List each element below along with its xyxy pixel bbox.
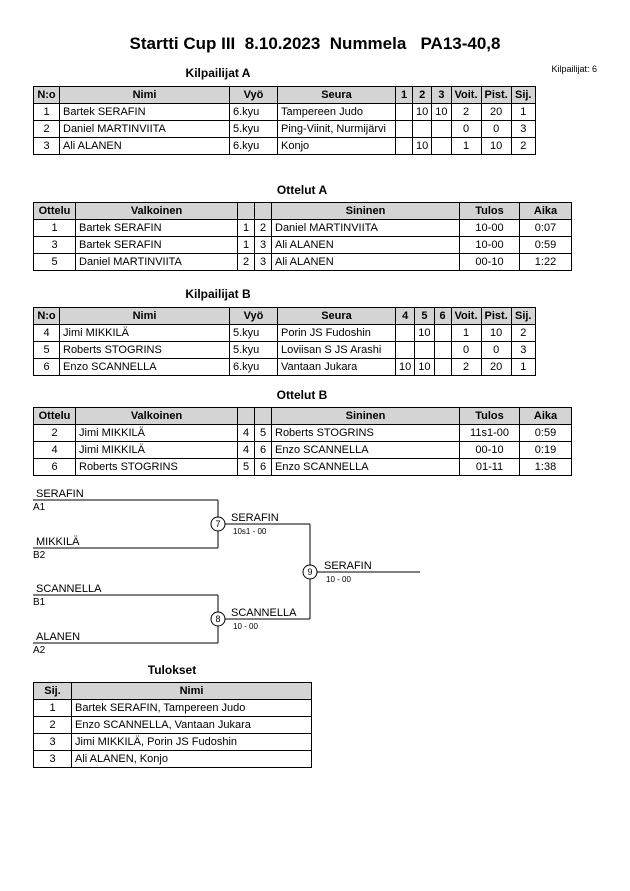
cell-blue: Enzo SCANNELLA	[272, 442, 460, 459]
cell-opp1	[396, 104, 413, 121]
cell-name: Roberts STOGRINS	[60, 342, 230, 359]
col-belt: Vyö	[230, 308, 278, 325]
cell-points: 20	[481, 359, 511, 376]
cell-time: 1:38	[520, 459, 572, 476]
bracket-semi1-top-seed: A1	[33, 502, 46, 513]
cell-club: Vantaan Jukara	[278, 359, 396, 376]
cell-opp3: 10	[432, 104, 451, 121]
cell-match: 6	[34, 459, 76, 476]
cell-belt: 6.kyu	[230, 104, 278, 121]
cell-wins: 2	[451, 359, 481, 376]
cell-blue: Ali ALANEN	[272, 237, 460, 254]
bracket-semi2-bottom-seed: A2	[33, 645, 46, 656]
col-blue-no	[255, 408, 272, 425]
bracket-semi2-bottom-name: ALANEN	[36, 631, 81, 643]
bracket-semi1-winner: SERAFIN	[231, 512, 279, 524]
bracket-semi1-bottom-name: MIKKILÄ	[36, 536, 80, 548]
cell-wins: 0	[451, 121, 481, 138]
results-heading: Tulokset	[147, 663, 197, 677]
cell-belt: 5.kyu	[230, 342, 278, 359]
cell-white: Jimi MIKKILÄ	[76, 442, 238, 459]
cell-no: 6	[34, 359, 60, 376]
cell-club: Konjo	[278, 138, 396, 155]
cell-club: Porin JS Fudoshin	[278, 325, 396, 342]
cell-match: 5	[34, 254, 76, 271]
cell-name: Ali ALANEN, Konjo	[72, 751, 312, 768]
cell-time: 1:22	[520, 254, 572, 271]
cell-result: 10-00	[460, 237, 520, 254]
col-white-no	[238, 203, 255, 220]
bracket-semi2-top-seed: B1	[33, 597, 46, 608]
pool-a-row	[34, 104, 536, 121]
matches-b-heading: Ottelut B	[276, 388, 328, 402]
cell-opp6	[434, 359, 451, 376]
cell-opp2	[413, 121, 432, 138]
bracket-final-winner: SERAFIN	[324, 560, 372, 572]
cell-belt: 6.kyu	[230, 138, 278, 155]
pool-b-header-row	[34, 308, 536, 325]
cell-place: 3	[34, 751, 72, 768]
cell-name: Jimi MIKKILÄ	[60, 325, 230, 342]
results-table	[33, 682, 312, 768]
cell-no: 1	[34, 104, 60, 121]
pool-a-row	[34, 121, 536, 138]
cell-club: Tampereen Judo	[278, 104, 396, 121]
bracket-semi1-score: 10s1 - 00	[233, 527, 267, 536]
col-result: Tulos	[460, 408, 520, 425]
col-points: Pist.	[481, 308, 511, 325]
cell-time: 0:19	[520, 442, 572, 459]
final-bracket	[0, 488, 630, 656]
cell-no: 5	[34, 342, 60, 359]
cell-opp5	[415, 342, 434, 359]
cell-white-no: 5	[238, 459, 255, 476]
col-place: Sij.	[34, 683, 72, 700]
bracket-semi2-top-name: SCANNELLA	[36, 583, 102, 595]
cell-white: Roberts STOGRINS	[76, 459, 238, 476]
matches-a-heading: Ottelut A	[276, 183, 328, 197]
col-time: Aika	[520, 408, 572, 425]
cell-opp5: 10	[415, 325, 434, 342]
cell-opp6	[434, 342, 451, 359]
col-opp3: 3	[432, 87, 451, 104]
col-belt: Vyö	[230, 87, 278, 104]
col-blue: Sininen	[272, 203, 460, 220]
cell-opp2: 10	[413, 104, 432, 121]
cell-blue: Roberts STOGRINS	[272, 425, 460, 442]
cell-belt: 5.kyu	[230, 325, 278, 342]
cell-place: 3	[511, 342, 535, 359]
matches-a-row	[34, 220, 572, 237]
cell-place: 2	[34, 717, 72, 734]
cell-name: Bartek SERAFIN, Tampereen Judo	[72, 700, 312, 717]
cell-opp3	[432, 121, 451, 138]
matches-a-table	[33, 202, 572, 271]
cell-blue-no: 3	[255, 237, 272, 254]
cell-blue: Daniel MARTINVIITA	[272, 220, 460, 237]
pool-b-row	[34, 325, 536, 342]
cell-wins: 0	[451, 342, 481, 359]
cell-place: 3	[511, 121, 535, 138]
cell-name: Enzo SCANNELLA	[60, 359, 230, 376]
cell-place: 1	[34, 700, 72, 717]
bracket-match8-number: 8	[215, 614, 221, 624]
col-opp5: 5	[415, 308, 434, 325]
cell-place: 2	[511, 138, 535, 155]
pool-a-table	[33, 86, 536, 155]
pool-b-table	[33, 307, 536, 376]
bracket-final-score: 10 - 00	[326, 575, 351, 584]
cell-name: Enzo SCANNELLA, Vantaan Jukara	[72, 717, 312, 734]
cell-place: 1	[511, 359, 535, 376]
col-blue: Sininen	[272, 408, 460, 425]
results-row	[34, 734, 312, 751]
pool-b-row	[34, 359, 536, 376]
cell-points: 0	[481, 121, 511, 138]
col-opp4: 4	[396, 308, 415, 325]
cell-opp4: 10	[396, 359, 415, 376]
cell-points: 10	[481, 325, 511, 342]
pool-b-heading: Kilpailijat B	[185, 287, 251, 301]
matches-a-row	[34, 237, 572, 254]
cell-name: Bartek SERAFIN	[60, 104, 230, 121]
cell-club: Ping-Viinit, Nurmijärvi	[278, 121, 396, 138]
col-no: N:o	[34, 87, 60, 104]
cell-name: Daniel MARTINVIITA	[60, 121, 230, 138]
cell-name: Ali ALANEN	[60, 138, 230, 155]
cell-points: 0	[481, 342, 511, 359]
cell-opp5: 10	[415, 359, 434, 376]
matches-b-header-row	[34, 408, 572, 425]
results-row	[34, 751, 312, 768]
results-row	[34, 700, 312, 717]
cell-match: 2	[34, 425, 76, 442]
matches-b-row	[34, 425, 572, 442]
col-white-no	[238, 408, 255, 425]
cell-time: 0:59	[520, 237, 572, 254]
col-club: Seura	[278, 308, 396, 325]
cell-result: 11s1-00	[460, 425, 520, 442]
col-white: Valkoinen	[76, 408, 238, 425]
cell-no: 2	[34, 121, 60, 138]
pool-b-row	[34, 342, 536, 359]
cell-blue: Enzo SCANNELLA	[272, 459, 460, 476]
bracket-match7-number: 7	[215, 519, 221, 529]
cell-opp3	[432, 138, 451, 155]
cell-match: 4	[34, 442, 76, 459]
cell-match: 1	[34, 220, 76, 237]
matches-b-row	[34, 442, 572, 459]
col-place: Sij.	[511, 87, 535, 104]
cell-blue-no: 6	[255, 442, 272, 459]
cell-place: 2	[511, 325, 535, 342]
col-match: Ottelu	[34, 203, 76, 220]
col-wins: Voit.	[451, 87, 481, 104]
pool-a-heading-row	[0, 66, 630, 81]
matches-b-row	[34, 459, 572, 476]
col-place: Sij.	[511, 308, 535, 325]
cell-belt: 6.kyu	[230, 359, 278, 376]
pool-a-header-row	[34, 87, 536, 104]
col-name: Nimi	[60, 308, 230, 325]
cell-white: Jimi MIKKILÄ	[76, 425, 238, 442]
col-time: Aika	[520, 203, 572, 220]
cell-white-no: 1	[238, 237, 255, 254]
cell-match: 3	[34, 237, 76, 254]
col-result: Tulos	[460, 203, 520, 220]
cell-opp1	[396, 121, 413, 138]
cell-result: 00-10	[460, 254, 520, 271]
cell-blue-no: 6	[255, 459, 272, 476]
results-row	[34, 717, 312, 734]
cell-result: 00-10	[460, 442, 520, 459]
col-opp1: 1	[396, 87, 413, 104]
col-name: Nimi	[72, 683, 312, 700]
cell-opp2: 10	[413, 138, 432, 155]
col-club: Seura	[278, 87, 396, 104]
cell-wins: 1	[451, 325, 481, 342]
cell-no: 3	[34, 138, 60, 155]
cell-result: 01-11	[460, 459, 520, 476]
cell-points: 20	[481, 104, 511, 121]
bracket-semi1-bottom-seed: B2	[33, 550, 46, 561]
col-name: Nimi	[60, 87, 230, 104]
cell-opp4	[396, 342, 415, 359]
col-blue-no	[255, 203, 272, 220]
results-header-row	[34, 683, 312, 700]
col-wins: Voit.	[451, 308, 481, 325]
col-no: N:o	[34, 308, 60, 325]
cell-points: 10	[481, 138, 511, 155]
page-title: Startti Cup III 8.10.2023 Nummela PA13-40,8	[129, 34, 501, 53]
bracket-semi1-top-name: SERAFIN	[36, 488, 84, 500]
cell-opp4	[396, 325, 415, 342]
col-opp2: 2	[413, 87, 432, 104]
pool-a-row	[34, 138, 536, 155]
cell-wins: 1	[451, 138, 481, 155]
cell-blue-no: 3	[255, 254, 272, 271]
cell-place: 1	[511, 104, 535, 121]
col-white: Valkoinen	[76, 203, 238, 220]
cell-white: Daniel MARTINVIITA	[76, 254, 238, 271]
matches-a-header-row	[34, 203, 572, 220]
bracket-semi2-score: 10 - 00	[233, 622, 258, 631]
cell-opp1	[396, 138, 413, 155]
cell-blue: Ali ALANEN	[272, 254, 460, 271]
cell-opp6	[434, 325, 451, 342]
cell-result: 10-00	[460, 220, 520, 237]
col-points: Pist.	[481, 87, 511, 104]
bracket-semi2-winner: SCANNELLA	[231, 607, 297, 619]
cell-white-no: 2	[238, 254, 255, 271]
cell-blue-no: 5	[255, 425, 272, 442]
cell-name: Jimi MIKKILÄ, Porin JS Fudoshin	[72, 734, 312, 751]
bracket-match9-number: 9	[307, 567, 313, 577]
cell-time: 0:59	[520, 425, 572, 442]
competitors-count: Kilpailijat: 6	[551, 64, 597, 74]
matches-b-table	[33, 407, 572, 476]
cell-wins: 2	[451, 104, 481, 121]
cell-blue-no: 2	[255, 220, 272, 237]
cell-time: 0:07	[520, 220, 572, 237]
cell-place: 3	[34, 734, 72, 751]
cell-no: 4	[34, 325, 60, 342]
col-opp6: 6	[434, 308, 451, 325]
cell-belt: 5.kyu	[230, 121, 278, 138]
cell-white-no: 4	[238, 442, 255, 459]
cell-white-no: 4	[238, 425, 255, 442]
pool-a-heading: Kilpailijat A	[185, 66, 251, 80]
cell-white: Bartek SERAFIN	[76, 220, 238, 237]
col-match: Ottelu	[34, 408, 76, 425]
matches-a-row	[34, 254, 572, 271]
cell-white: Bartek SERAFIN	[76, 237, 238, 254]
cell-club: Loviisan S JS Arashi	[278, 342, 396, 359]
cell-white-no: 1	[238, 220, 255, 237]
